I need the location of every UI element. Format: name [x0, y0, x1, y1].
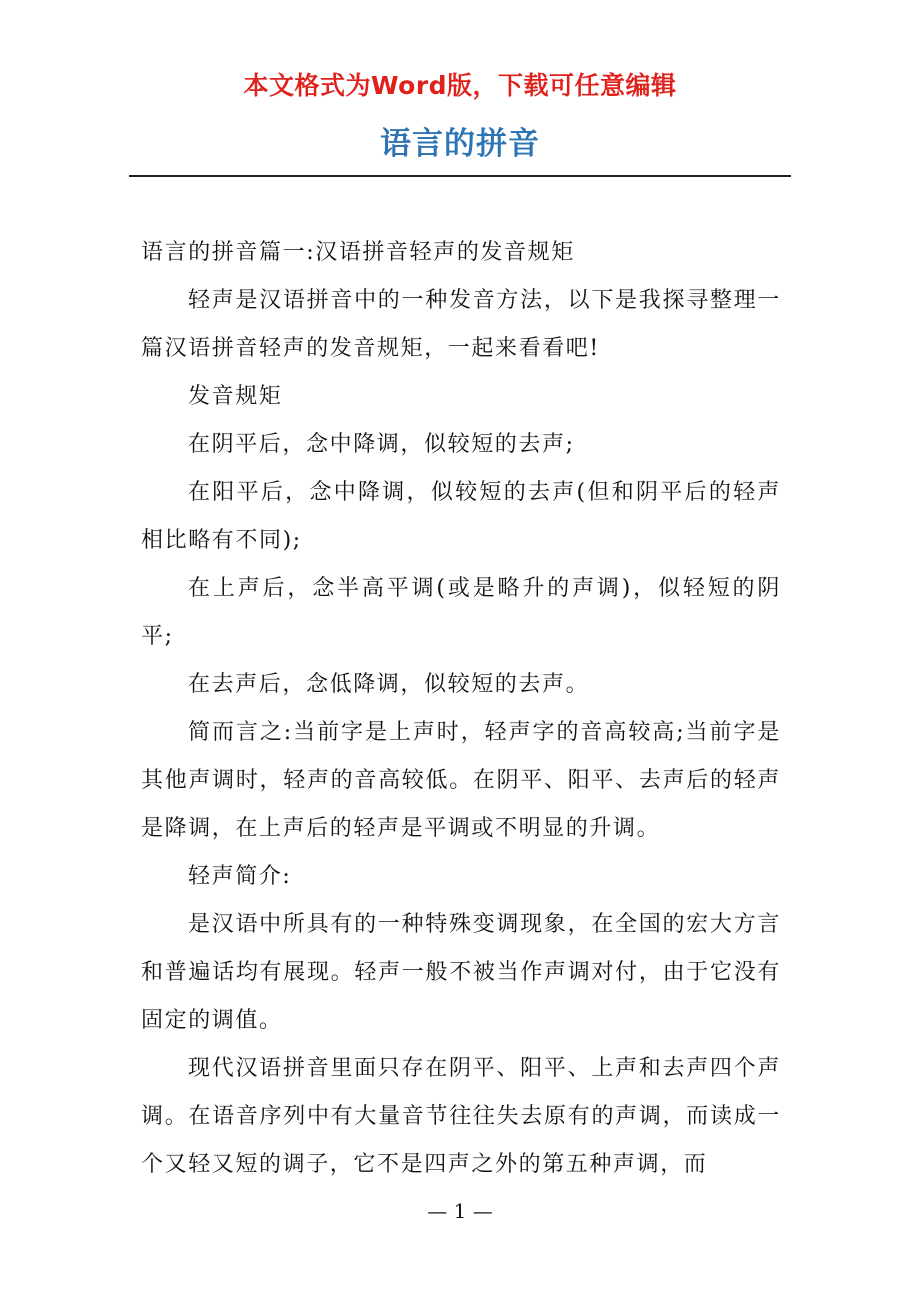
section-heading: 语言的拼音篇一:汉语拼音轻声的发音规矩	[141, 240, 575, 265]
title-divider	[129, 175, 791, 177]
paragraph-subheading-rules: 发音规矩	[188, 384, 283, 409]
paragraph-rule-qusheng: 在去声后，念低降调，似较短的去声。	[188, 672, 590, 697]
paragraph-intro: 轻声是汉语拼音中的一种发音方法，以下是我探寻整理一篇汉语拼音轻声的发音规矩，一起来看看吧!	[141, 288, 781, 361]
paragraph-summary: 简而言之:当前字是上声时，轻声字的音高较高;当前字是其他声调时，轻声的音高较低。在阴平、阳平、去声后的轻声是降调，在上声后的轻声是平调或不明显的升调。	[141, 720, 781, 841]
paragraph-subheading-intro: 轻声简介:	[188, 864, 292, 889]
paragraph-description: 是汉语中所具有的一种特殊变调现象，在全国的宏大方言和普遍话均有展现。轻声一般不被当作声调对付，由于它没有固定的调值。	[141, 912, 781, 1033]
document-title: 语言的拼音	[380, 126, 540, 162]
format-banner: 本文格式为Word版，下载可任意编辑	[243, 71, 677, 100]
page-number: — 1 —	[427, 1199, 493, 1223]
paragraph-modern-tones: 现代汉语拼音里面只存在阴平、阳平、上声和去声四个声调。在语音序列中有大量音节往往失去原有的声调，而读成一个又轻又短的调子，它不是四声之外的第五种声调，而	[141, 1056, 781, 1177]
paragraph-rule-yangping: 在阳平后，念中降调，似较短的去声(但和阴平后的轻声相比略有不同);	[141, 480, 781, 553]
document-body	[141, 229, 781, 1189]
paragraph-rule-shangsheng: 在上声后，念半高平调(或是略升的声调)，似轻短的阴平;	[141, 576, 781, 649]
paragraph-rule-yinping: 在阴平后，念中降调，似较短的去声;	[188, 432, 575, 457]
